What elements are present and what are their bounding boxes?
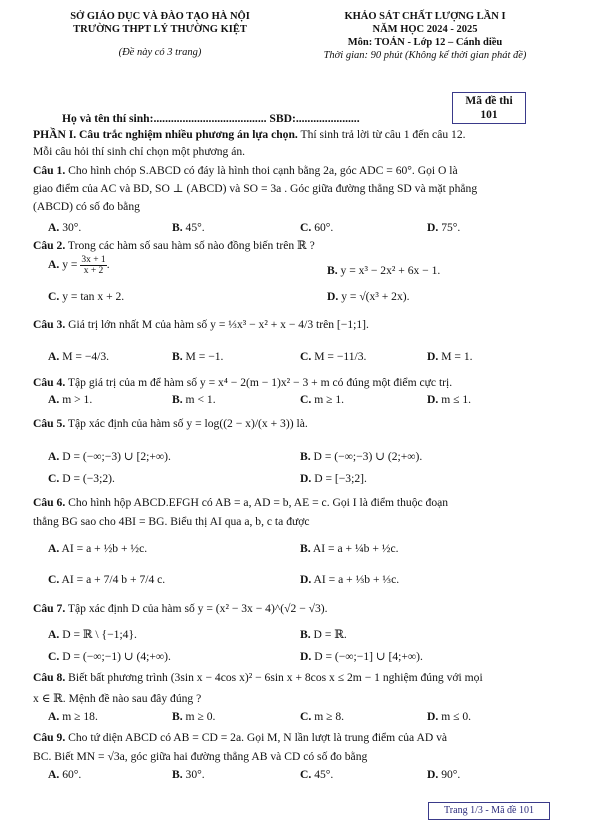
q8-option-a[interactable]: A. m ≥ 18. (48, 710, 98, 723)
q2-option-d[interactable]: D. y = √(x³ + 2x). (327, 290, 410, 303)
q1-option-d[interactable]: D. 75°. (427, 221, 461, 234)
q2-option-a[interactable]: A. y = $\frac{3x + 1}{x + 2}$ . (48, 255, 110, 276)
q5-option-d[interactable]: D. D = [−3;2]. (300, 472, 367, 485)
question-5: Câu 5. Tập xác định của hàm số y = log((2 − x)/(x + 3)) là. (33, 417, 308, 430)
q4-option-d[interactable]: D. m ≤ 1. (427, 393, 472, 406)
question-1 (33, 164, 458, 178)
question-8-line-2: x ∈ ℝ. Mệnh đề nào sau đây đúng ? (33, 692, 202, 705)
page-count-note: (Đề này có 3 trang) (118, 47, 202, 58)
q5-option-b[interactable]: B. D = (−∞;−3) ∪ (2;+∞). (300, 450, 423, 463)
q7-option-c[interactable]: C. D = (−∞;−1) ∪ (4;+∞). (48, 650, 171, 663)
page-footer-badge (428, 802, 550, 820)
question-4: Câu 4. Tập giá trị của m để hàm số y = x⁴ − 2(m − 1)x² − 3 + m có đúng một điểm cực trị. (33, 376, 453, 389)
q6-option-c[interactable]: C. AI = a + 7/4 b + 7/4 c. (48, 573, 166, 586)
q6-option-d[interactable]: D. AI = a + ⅓b + ⅓c. (300, 573, 400, 586)
q4-option-b[interactable]: B. m < 1. (172, 393, 216, 406)
q7-option-d[interactable]: D. D = (−∞;−1] ∪ [4;+∞). (300, 650, 423, 663)
q4-option-a[interactable]: A. m > 1. (48, 393, 93, 406)
question-9-line-2: BC. Biết MN = √3a, góc giữa hai đường thẳng AB và CD có số đo bằng (33, 750, 368, 763)
student-info-line: Họ và tên thí sinh:....................................... SBD:...................... (62, 112, 360, 125)
q3-option-a[interactable]: A. M = −4/3. (48, 350, 110, 363)
q5-option-c[interactable]: C. D = (−3;2). (48, 472, 115, 485)
question-6-line-2: thẳng BG sao cho 4BI = BG. Biểu thị AI qua a, b, c ta được (33, 515, 310, 528)
question-1-line-3: (ABCD) có số đo bằng (33, 200, 140, 213)
question-text: Cho hình chóp S.ABCD có đáy là hình thoi cạnh bằng 2a, góc ADC = 60°. Gọi O là (65, 164, 458, 177)
exam-code: 101 (480, 109, 498, 121)
fraction: $\frac{3x + 1}{x + 2}$ (81, 255, 106, 276)
q5-option-a[interactable]: A. D = (−∞;−3) ∪ [2;+∞). (48, 450, 171, 463)
q8-option-b[interactable]: B. m ≥ 0. (172, 710, 216, 723)
q2-option-b[interactable]: B. y = x³ − 2x² + 6x − 1. (327, 264, 441, 277)
q3-option-d[interactable]: D. M = 1. (427, 350, 473, 363)
q3-option-c[interactable]: C. M = −11/3. (300, 350, 367, 363)
part1-title: PHẦN I. Câu trắc nghiệm nhiều phương án lựa chọn. (33, 128, 298, 141)
part1-instruction: Thí sinh trả lời từ câu 1 đến câu 12. (297, 128, 466, 141)
q4-option-c[interactable]: C. m ≥ 1. (300, 393, 345, 406)
question-1-line-2: giao điểm của AC và BD, SO ⊥ (ABCD) và SO = 3a . Góc giữa đường thẳng SD và mặt phẳng (33, 182, 478, 195)
page-footer: Trang 1/3 - Mã đề 101 (444, 805, 534, 816)
school-name: TRƯỜNG THPT LÝ THƯỜNG KIỆT (73, 24, 247, 35)
q6-option-a[interactable]: A. AI = a + ½b + ½c. (48, 542, 148, 555)
question-9: Câu 9. Cho tứ diện ABCD có AB = CD = 2a. Gọi M, N lần lượt là trung điểm của AD và (33, 731, 448, 744)
q1-option-c[interactable]: C. 60°. (300, 221, 334, 234)
q8-option-c[interactable]: C. m ≥ 8. (300, 710, 345, 723)
q9-option-c[interactable]: C. 45°. (300, 768, 334, 781)
q9-option-b[interactable]: B. 30°. (172, 768, 205, 781)
question-6: Câu 6. Cho hình hộp ABCD.EFGH có AB = a, AD = b, AE = c. Gọi I là điểm thuộc đoạn (33, 496, 449, 509)
part1-instruction-2: Mỗi câu hỏi thí sinh chỉ chọn một phương án. (33, 145, 246, 158)
q9-option-a[interactable]: A. 60°. (48, 768, 82, 781)
q9-option-d[interactable]: D. 90°. (427, 768, 461, 781)
q8-option-d[interactable]: D. m ≤ 0. (427, 710, 472, 723)
q3-option-b[interactable]: B. M = −1. (172, 350, 224, 363)
exam-title: KHẢO SÁT CHẤT LƯỢNG LẦN I (344, 11, 506, 22)
question-8: Câu 8. Biết bất phương trình (3sin x − 4cos x)² − 6sin x + 8cos x ≤ 2m − 1 nghiệm đúng với mọi (33, 671, 483, 684)
time-note: Thời gian: 90 phút (Không kể thời gian phát đề) (323, 50, 527, 61)
exam-code-label: Mã đề thi (465, 95, 513, 107)
question-3: Câu 3. Giá trị lớn nhất M của hàm số y = ⅓x³ − x² + x − 4/3 trên [−1;1]. (33, 318, 369, 331)
question-label: Câu 1. (33, 164, 66, 177)
school-year: NĂM HỌC 2024 - 2025 (372, 24, 478, 35)
q6-option-b[interactable]: B. AI = a + ¼b + ½c. (300, 542, 399, 555)
question-7: Câu 7. Tập xác định D của hàm số y = (x² − 3x − 4)^(√2 − √3). (33, 602, 328, 615)
question-2: Câu 2. Trong các hàm số sau hàm số nào đồng biến trên ℝ ? (33, 239, 315, 252)
header-left (50, 10, 270, 59)
subject: Môn: TOÁN - Lớp 12 – Cánh diều (347, 37, 503, 48)
department-name: SỞ GIÁO DỤC VÀ ĐÀO TẠO HÀ NỘI (70, 11, 250, 22)
header-right (280, 10, 570, 62)
q2-option-c[interactable]: C. y = tan x + 2. (48, 290, 125, 303)
part1-heading (33, 128, 466, 142)
q1-option-a[interactable]: A. 30°. (48, 221, 82, 234)
q7-option-a[interactable]: A. D = ℝ \ {−1;4}. (48, 628, 137, 641)
q1-option-b[interactable]: B. 45°. (172, 221, 205, 234)
q7-option-b[interactable]: B. D = ℝ. (300, 628, 347, 641)
exam-code-box (452, 92, 526, 124)
